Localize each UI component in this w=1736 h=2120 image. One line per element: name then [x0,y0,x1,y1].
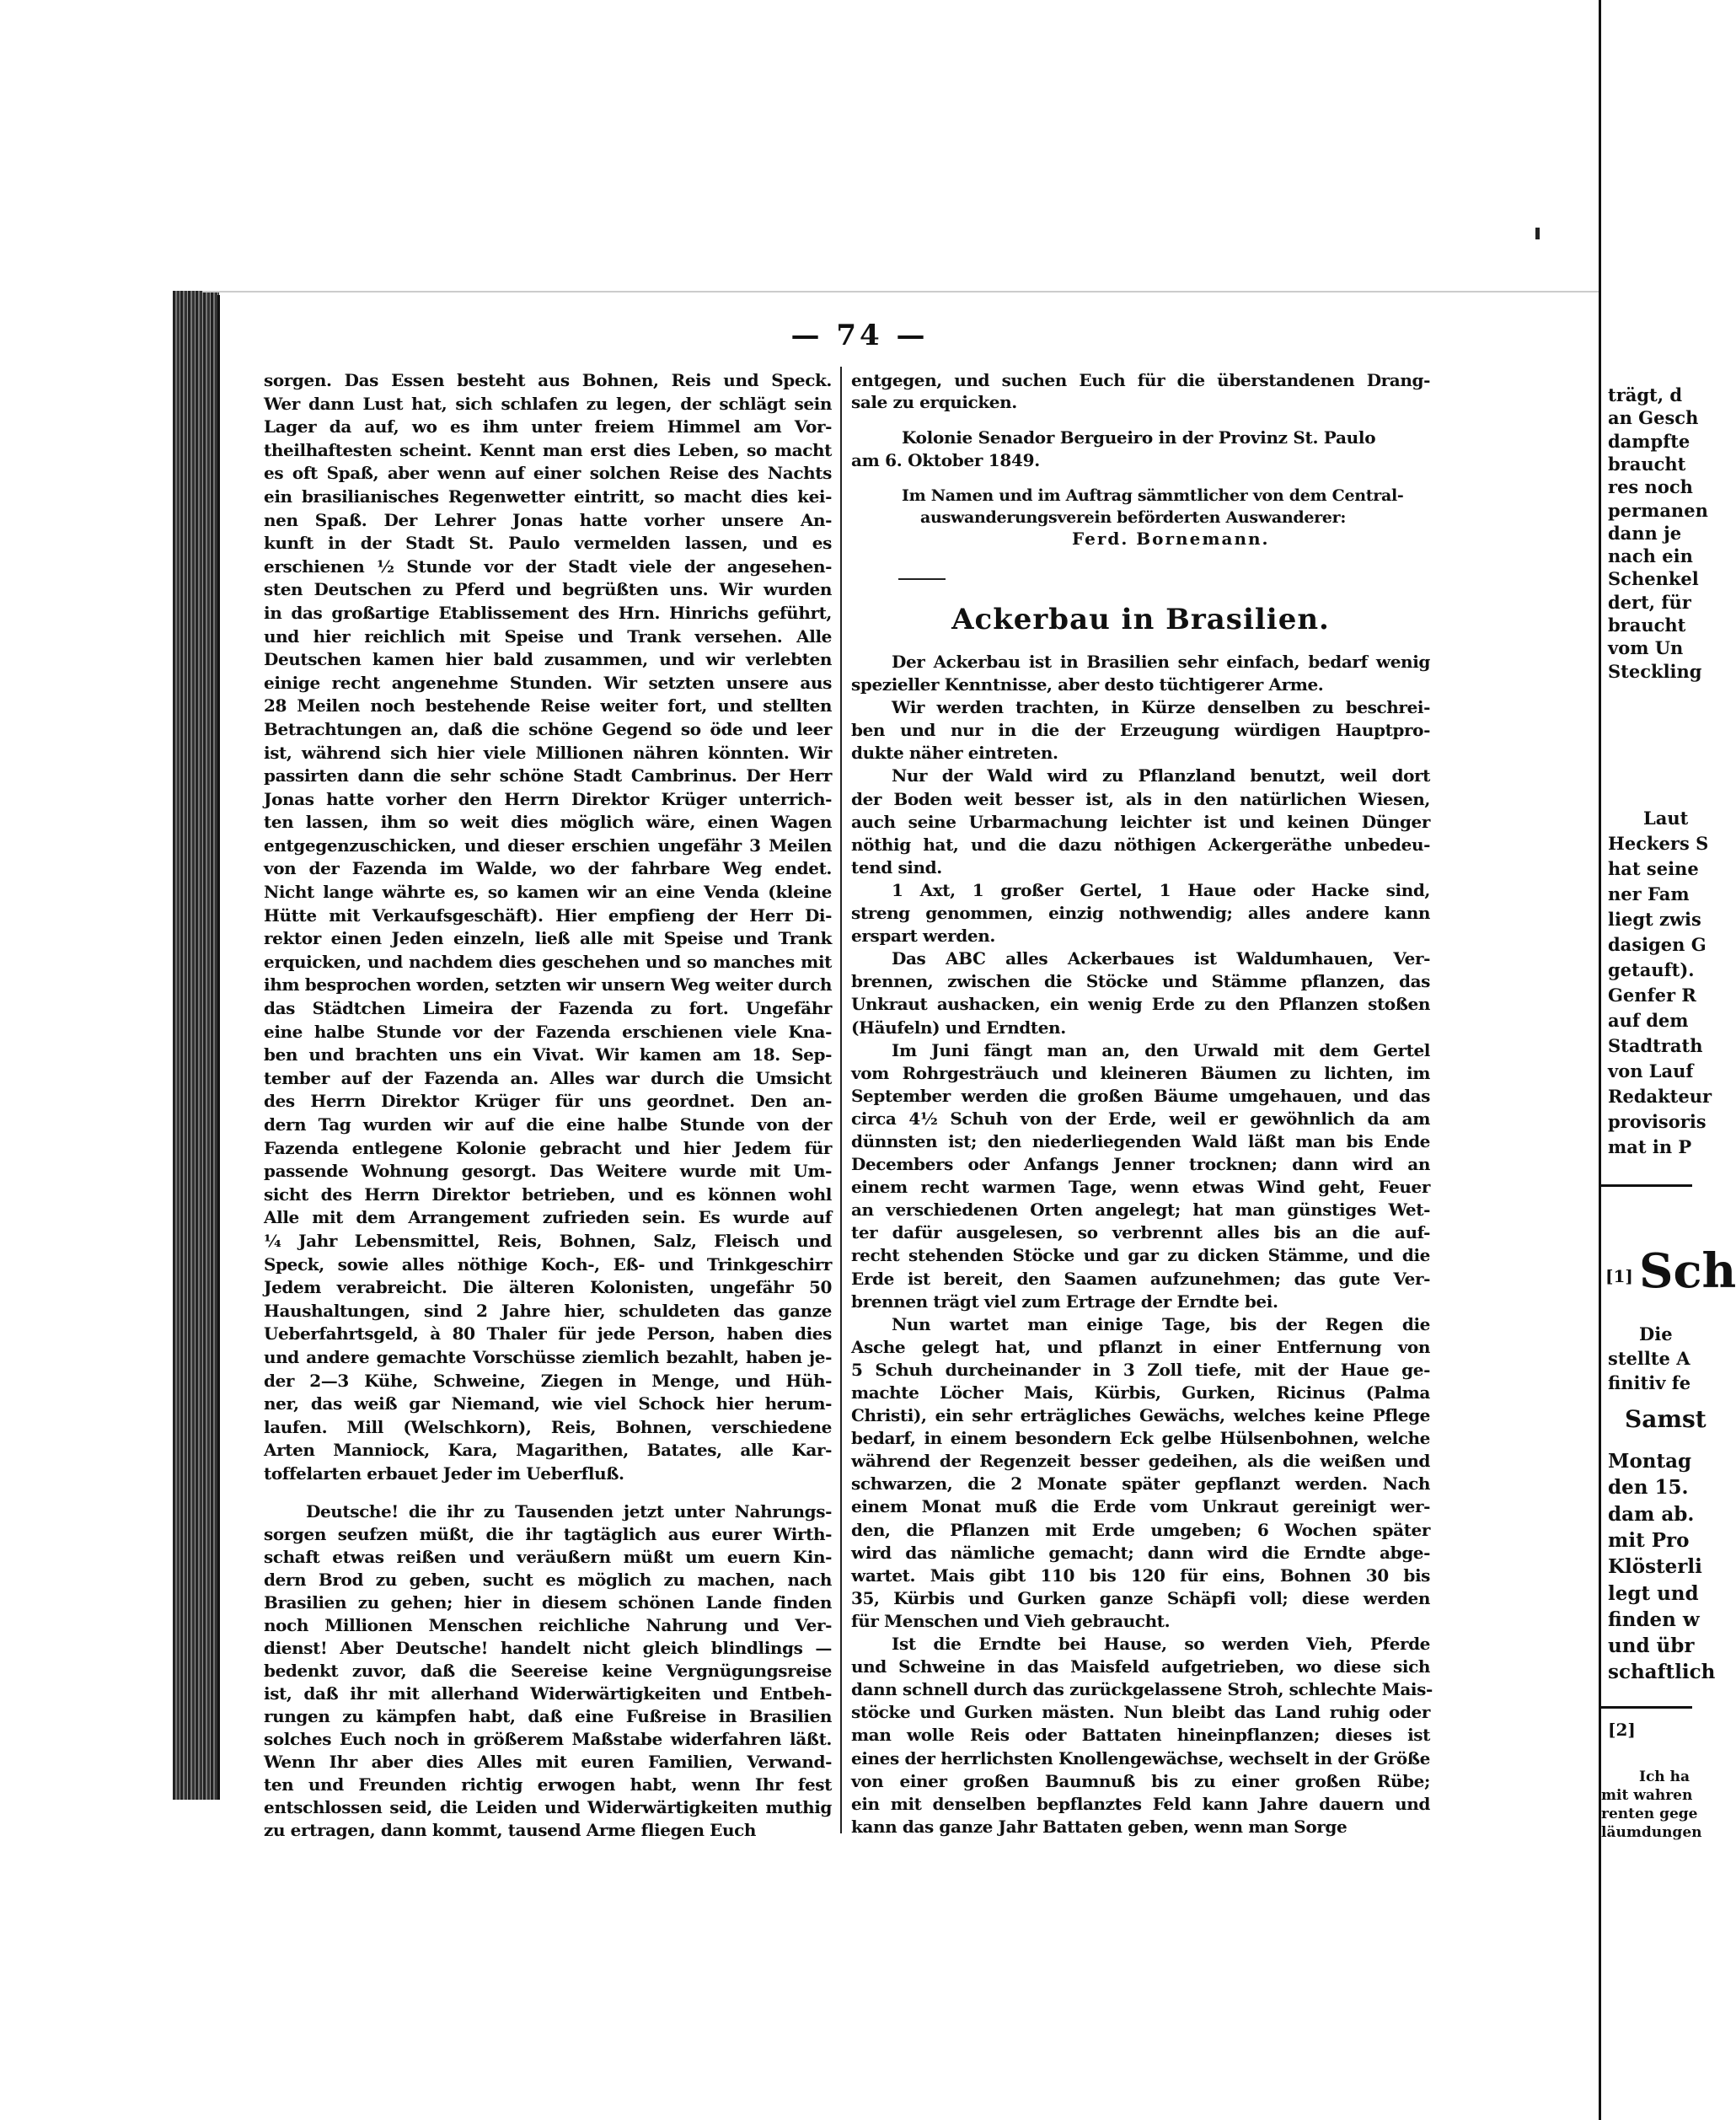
text-line: kunft in der Stadt St. Paulo vermelden lassen, und es [264,533,832,554]
text-fragment: Klösterli [1608,1555,1702,1579]
text-line: wartet. Mais gibt 110 bis 120 für eins, Bohnen 30 bis [851,1565,1430,1586]
text-line: 1 Axt, 1 großer Gertel, 1 Haue oder Hacke sind, [892,879,1430,900]
text-line: stöcke und Gurken mästen. Nun bleibt das Land ruhig oder [851,1702,1430,1723]
text-fragment: von Lauf [1608,1060,1694,1081]
text-line: nöthig hat, und die dazu nöthigen Ackergeräthe unbedeu- [851,834,1430,855]
text-line: dern Tag wurden wir auf die eine halbe Stunde von der [264,1114,832,1135]
text-line: September werden die großen Bäume umgehauen, und das [851,1085,1430,1106]
text-line: in das großartige Etablissement des Hrn. Hinrichs geführt, [264,602,832,623]
text-line: Haushaltungen, sind 2 Jahre hier, schuldeten das ganze [264,1300,832,1321]
text-line: brennen trägt viel zum Ertrage der Erndte bei. [851,1291,1278,1312]
text-line: Hütte mit Verkaufsgeschäft). Hier empfieng der Herr Di- [264,904,832,926]
section-rule [1599,1184,1692,1187]
text-line: solches Euch noch in größerem Maßstabe widerfahren läßt. [264,1729,832,1749]
text-line: entgegen, und suchen Euch für die überstandenen Drang- [851,370,1430,390]
text-line: ein brasilianisches Regenwetter eintritt, so macht dies kei- [264,486,832,507]
text-line: ben und nur in die der Erzeugung würdigen Hauptpro- [851,720,1430,741]
text-line: tember auf der Fazenda an. Alles war durch die Umsicht [264,1067,832,1088]
ad-subtitle: Samst [1625,1405,1707,1433]
text-fragment: Ich ha [1639,1768,1690,1785]
text-fragment: hat seine [1608,858,1699,879]
text-line: ein mit denselben bepflanztes Feld kann Jahre dauern und [851,1793,1430,1814]
page-number: — 74 — [790,319,929,352]
text-line: dienst! Aber Deutsche! handelt nicht gleich blindlings — [264,1638,832,1658]
text-line: recht stehenden Stöcke und gar zu dicken Stämme, und die [851,1245,1430,1266]
text-line: bedarf, in einem besondern Eck gelbe Hülsenbohnen, welche [851,1428,1430,1449]
middle-column-letter-ending [851,369,1430,413]
text-line: Nun wartet man einige Tage, bis der Regen die [892,1313,1430,1334]
signature-name: Ferd. Bornemann. [1072,529,1270,549]
ink-mark [1535,228,1540,239]
mandate-line: Im Namen und im Auftrag sämmtlicher von dem Central- [902,486,1404,505]
text-line: eine halbe Stunde vor der Fazenda erschienen viele Kna- [264,1021,832,1042]
text-fragment: Schenkel [1608,568,1699,590]
text-line: dünnsten ist; den niederliegenden Wald läßt man bis Ende [851,1130,1430,1151]
text-line: und andere gemachte Vorschüsse ziemlich bezahlt, haben je- [264,1346,832,1367]
text-line: rektor einen Jeden einzeln, ließ alle mit Speise und Trank [264,928,832,949]
text-line: Wer dann Lust hat, sich schlafen zu legen, der schlägt sein [264,393,832,414]
text-line: an verschiedenen Orten angelegt; hat man günstiges Wet- [851,1200,1430,1221]
text-fragment: Redakteur [1608,1086,1712,1107]
text-line: laufen. Mill (Welschkorn), Reis, Bohnen, verschiedene [264,1416,832,1437]
text-fragment: Stadtrath [1608,1035,1703,1056]
text-line: 5 Schuh durcheinander in 3 Zoll tiefe, mit der Haue ge- [851,1359,1430,1380]
text-fragment: vom Un [1608,637,1684,659]
text-line: der 2—3 Kühe, Schweine, Ziegen in Menge, und Hüh- [264,1370,832,1391]
text-line: ben und brachten uns ein Vivat. Wir kamen am 18. Sep- [264,1044,832,1065]
book-binding-edge [173,291,219,1800]
text-line: von einer großen Baumnuß bis zu einer großen Rübe; [851,1770,1430,1791]
text-fragment: renten gege [1601,1806,1698,1822]
text-line: Der Ackerbau ist in Brasilien sehr einfach, bedarf wenig [892,652,1430,672]
text-line: der Boden weit besser ist, als in den natürlichen Wiesen, [851,788,1430,809]
text-fragment: finitiv fe [1608,1372,1691,1393]
section-rule [1599,1706,1692,1709]
date-line: am 6. Oktober 1849. [851,450,1040,470]
text-fragment: mit Pro [1608,1528,1690,1552]
text-line: Deutsche! die ihr zu Tausenden jetzt unter Nahrungs- [306,1501,832,1522]
text-fragment: braucht [1608,615,1686,636]
article-heading: Ackerbau in Brasilien. [951,603,1330,636]
text-line: streng genommen, einzig nothwendig; alles andere kann [851,903,1430,924]
text-line: Ueberfahrtsgeld, à 80 Thaler für jede Person, haben dies [264,1323,832,1344]
text-line: dann schnell durch das zurückgelassene Stroh, schlechte Mais- [851,1679,1433,1700]
text-line: Speck, sowie alles nöthige Koch-, Eß- und Trinkgeschirr [264,1253,832,1275]
text-fragment: Montag [1608,1450,1692,1473]
text-fragment: auf dem [1608,1010,1689,1031]
text-line: schwarzen, die 2 Monate später gepflanzt werden. Nach [851,1473,1430,1495]
text-line: dukte näher eintreten. [851,743,1058,764]
text-fragment: schaftlich [1608,1661,1716,1684]
text-line: sorgen. Das Essen besteht aus Bohnen, Reis und Speck. [264,370,832,390]
text-line: Jedem verabreicht. Die älteren Kolonisten, ungefähr 50 [264,1277,832,1298]
text-line: erquicken, und nachdem dies geschehen und so manches mit [264,951,832,972]
text-line: des Herrn Direktor Krüger für uns geordnet. Den an- [264,1091,832,1112]
text-line: vom Rohrgesträuch und kleineren Bäumen zu lichten, im [851,1062,1430,1083]
text-line: einem Monat muß die Erde vom Unkraut gereinigt wer- [851,1496,1430,1517]
text-fragment: nach ein [1608,545,1693,567]
text-fragment: Laut [1643,808,1689,829]
text-line: Christi), ein sehr erträgliches Gewächs, welches keine Pflege [851,1405,1430,1426]
left-column-appeal-paragraph [264,1500,832,1842]
text-line: Jonas hatte vorher den Herrn Direktor Krüger unterrich- [264,788,832,809]
text-fragment: getauft). [1608,959,1695,980]
text-line: passirten dann die sehr schöne Stadt Cambrinus. Der Herr [264,765,832,786]
text-fragment: mat in P [1608,1136,1692,1157]
text-line: ¼ Jahr Lebensmittel, Reis, Bohnen, Salz, Fleisch und [264,1230,832,1251]
text-line: entgegenzuschicken, und dieser erschien ungefähr 3 Meilen [264,835,832,856]
text-line: Betrachtungen an, daß die schöne Gegend so öde und leer [264,718,832,739]
text-line: dern Brod zu geben, sucht es möglich zu machen, nach [264,1570,832,1590]
text-line: sorgen seufzen müßt, die ihr tagtäglich aus eurer Wirth- [264,1524,832,1544]
text-line: bedenkt zuvor, daß die Seereise keine Vergnügungsreise [264,1661,832,1681]
text-line: Lager da auf, wo es ihm unter freiem Himmel am Vor- [264,416,832,437]
text-line: Brasilien zu gehen; hier in diesem schönen Lande finden [264,1592,832,1613]
text-line: erspart werden. [851,926,995,947]
text-line: Deutschen kamen hier bald zusammen, und wir verlebten [264,649,832,670]
text-fragment: provisoris [1608,1111,1707,1132]
text-fragment: liegt zwis [1608,909,1701,930]
text-line: ner, das weiß gar Niemand, wie viel Schock hier herum- [264,1393,832,1414]
text-line: Fazenda entlegene Kolonie gebracht und hier Jedem für [264,1137,832,1158]
text-line: Erde ist bereit, den Saamen aufzunehmen; das gute Ver- [851,1268,1430,1289]
text-line: von der Fazenda im Walde, wo der fahrbare Weg endet. [264,858,832,879]
ad-title: Sch [1639,1243,1736,1299]
ad-number: [1] [1605,1266,1633,1286]
text-fragment: Genfer R [1608,985,1696,1006]
text-line: es oft Spaß, aber wenn auf einer solchen Reise des Nachts [264,463,832,484]
text-line: Unkraut aushacken, ein wenig Erde zu den Pflanzen stoßen [851,994,1430,1015]
text-fragment: ner Fam [1608,883,1690,904]
text-line: Asche gelegt hat, und pflanzt in einer Entfernung von [851,1336,1430,1357]
text-line: Wir werden trachten, in Kürze denselben zu beschrei- [892,697,1430,718]
text-line: sten Deutschen zu Pferd und begrüßten uns. Wir wurden [264,579,832,600]
text-fragment: dann je [1608,522,1682,544]
text-fragment: finden w [1608,1607,1700,1631]
text-line: ist, daß ihr mit allerhand Widerwärtigkeiten und Entbeh- [264,1683,832,1704]
text-line: entschlossen seid, die Leiden und Widerwärtigkeiten muthig [264,1797,832,1817]
text-fragment: permanen [1608,499,1708,521]
text-line: wird das nämliche gemacht; dann wird die Erndte abge- [851,1542,1430,1563]
mandate-line: auswanderungsverein beförderten Auswanderer: [920,508,1347,527]
text-line: für Menschen und Vieh gebraucht. [851,1610,1171,1631]
text-fragment: dam ab. [1608,1502,1695,1526]
text-line: ihm besprochen worden, setzten wir unsern Weg weiter durch [264,974,832,996]
place-line: Kolonie Senador Bergueiro in der Provinz St. Paulo [902,427,1376,448]
text-line: man wolle Reis oder Battaten hineinpflanzen; dieses ist [851,1725,1430,1746]
text-fragment: Die [1639,1323,1673,1344]
text-line: Das ABC alles Ackerbaues ist Waldumhauen, Ver- [892,948,1430,969]
text-line: machte Löcher Mais, Kürbis, Gurken, Ricinus (Palma [851,1382,1430,1403]
page-top-edge [202,291,1601,293]
text-line: sale zu erquicken. [851,392,1017,412]
page-edge-line [217,295,220,1800]
text-line: circa 4½ Schuh von der Erde, weil er gewöhnlich da am [851,1108,1430,1129]
ad-number: [2] [1608,1720,1636,1740]
text-line: brennen, zwischen die Stöcke und Stämme pflanzen, das [851,971,1430,992]
text-line: nen Spaß. Der Lehrer Jonas hatte vorher unsere An- [264,509,832,530]
text-line: und Schweine in das Maisfeld aufgetrieben, wo diese sich [851,1656,1430,1677]
text-line: einige recht angenehme Stunden. Wir setzten unsere aus [264,672,832,693]
text-fragment: trägt, d [1608,384,1683,405]
text-line: eines der herrlichsten Knollengewächse, wechselt in der Größe [851,1747,1430,1768]
text-line: 35, Kürbis und Gurken ganze Schäpfi voll; diese werden [851,1587,1430,1608]
text-line: während der Regenzeit besser gedeihen, als die weißen und [851,1451,1430,1472]
text-line: Arten Manniock, Kara, Magarithen, Batates, alle Kar- [264,1440,832,1461]
text-fragment: braucht [1608,453,1686,475]
text-fragment: an Gesch [1608,407,1699,429]
text-line: ten und Freunden richtig erwogen habt, wenn Ihr fest [264,1774,832,1795]
text-line: schaft etwas reißen und veräußern müßt um euern Kin- [264,1547,832,1567]
text-line: Alle mit dem Arrangement zufrieden sein. Es wurde auf [264,1207,832,1228]
text-line: zu ertragen, dann kommt, tausend Arme fliegen Euch [264,1820,757,1840]
text-line: und hier reichlich mit Speise und Trank versehen. Alle [264,625,832,647]
text-line: Ist die Erndte bei Hause, so werden Vieh, Pferde [892,1634,1430,1655]
text-line: ten lassen, ihm so weit dies möglich wäre, einen Wagen [264,812,832,833]
text-line: spezieller Kenntnisse, aber desto tüchtigerer Arme. [851,674,1324,695]
text-fragment: dampfte [1608,430,1690,452]
text-fragment: Heckers S [1608,833,1709,854]
left-column-main-text [264,369,832,1486]
text-line: auch seine Urbarmachung leichter ist und keinen Dünger [851,811,1430,832]
text-line: den, die Pflanzen mit Erde umgeben; 6 Wochen später [851,1519,1430,1540]
text-fragment: mit wahren [1601,1787,1693,1804]
text-line: Decembers oder Anfangs Jenner trocknen; dann wird an [851,1154,1430,1175]
text-line: theilhaftesten scheint. Kennt man erst dies Leben, so macht [264,439,832,460]
text-line: Nicht lange währte es, so kamen wir an eine Venda (kleine [264,882,832,903]
text-fragment: Steckling [1608,660,1702,682]
text-fragment: dert, für [1608,591,1691,613]
text-line: einem recht warmen Tage, wenn etwas Wind geht, Feuer [851,1177,1430,1198]
text-line: ist, während sich hier viele Millionen nähren könnten. Wir [264,742,832,763]
text-line: erschienen ½ Stunde vor der Stadt viele der angesehen- [264,555,832,577]
text-line: kann das ganze Jahr Battaten geben, wenn man Sorge [851,1816,1348,1837]
text-line: Wenn Ihr aber dies Alles mit euren Familien, Verwand- [264,1752,832,1772]
column-divider [840,367,842,1833]
text-line: das Städtchen Limeira der Fazenda zu fort. Ungefähr [264,998,832,1019]
text-line: noch Millionen Menschen reichliche Nahrung und Ver- [264,1615,832,1635]
text-line: rungen zu kämpfen habt, daß eine Fußreise in Brasilien [264,1706,832,1726]
text-line: sicht des Herrn Direktor betrieben, und es können wohl [264,1183,832,1205]
text-line: Nur der Wald wird zu Pflanzland benutzt, weil dort [892,765,1430,786]
text-fragment: läumdungen [1601,1824,1702,1841]
text-line: 28 Meilen noch bestehende Reise weiter fort, und stellten [264,695,832,717]
text-fragment: dasigen G [1608,934,1707,955]
text-line: Im Juni fängt man an, den Urwald mit dem Gertel [892,1039,1430,1060]
text-fragment: und übr [1608,1634,1695,1658]
text-fragment: legt und [1608,1581,1699,1605]
section-rule [898,578,946,580]
text-line: ter dafür ausgelesen, so verbrennt alles bis an die auf- [851,1222,1430,1243]
article-body [851,651,1433,1838]
text-line: passende Wohnung gesorgt. Das Weitere wurde mit Um- [264,1161,832,1182]
text-line: toffelarten erbauet Jeder im Ueberfluß. [264,1463,624,1484]
text-fragment: res noch [1608,476,1693,498]
text-fragment: stellte A [1608,1348,1690,1369]
text-line: tend sind. [851,856,942,878]
text-fragment: den 15. [1608,1476,1689,1500]
text-line: (Häufeln) und Erndten. [851,1017,1066,1038]
